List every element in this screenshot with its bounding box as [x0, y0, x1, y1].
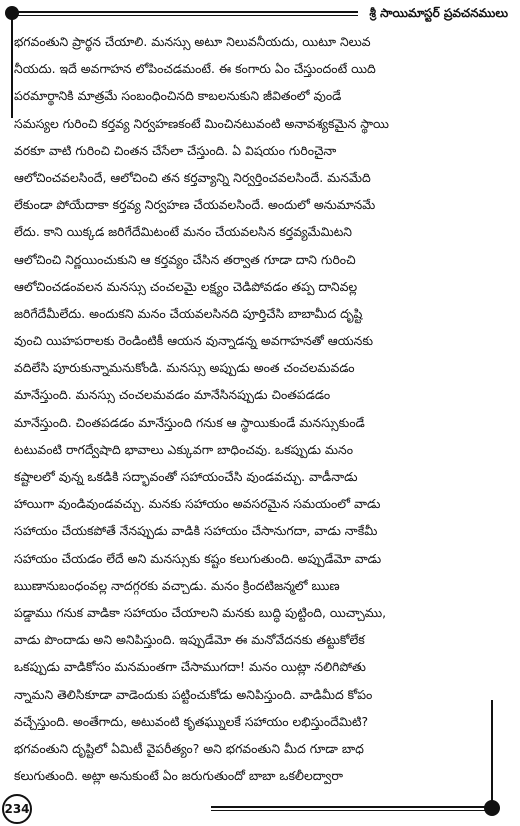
text-line: మానేస్తుంది. చింతపడడం మానేస్తుంది గనుక ఆ స్థాయికుండే మనస్సుకుండే: [14, 414, 365, 430]
footer-rule-thin: [211, 810, 490, 811]
footer-ornament-dot: [484, 800, 500, 816]
text-line: పరమార్థానికి మాత్రమే సంబంధించినది కాబలనుకుని జీవితంలో వుండే: [14, 88, 342, 104]
right-border-rule: [491, 700, 493, 808]
text-line: వదిలేసి పూరుకున్నామనుకోండి. మనస్సు అప్పుడు అంత చంచలమవడం: [14, 360, 355, 376]
text-line: ఋణానుబంధంవల్ల నాదగ్గరకు వచ్చాడు. మనం క్రిందటిజన్మలో ఋణ: [14, 577, 340, 593]
text-line: వరకూ వాటి గురించి చింతన చేసేలా చేస్తుంది. ఏ విషయం గురించైనా: [14, 142, 337, 158]
text-line: సహాయం చేయకపోతే నేనప్పుడు వాడికి సహాయం చేసానుగదా, వాడు నాకేమీ: [14, 523, 378, 539]
text-line: కలుగుతుంది. అట్లా అనుకుంటే ఏం జరుగుతుందో బాబా ఒకలీలద్వారా: [14, 768, 343, 784]
running-header-title: శ్రీ సాయిమాస్టర్ ప్రవచనములు: [369, 6, 508, 20]
text-line: లేకుండా పోయేదాకా కర్తవ్య నిర్వహణ చేయవలసిందే. అందులో అనుమానమే: [14, 197, 376, 213]
text-line: నీయదు. ఇదే అవగాహన లోపించడమంటే. ఈ కంగారు ఏం చేస్తుందంటే యిది: [14, 61, 376, 77]
header-rule-thin: [16, 15, 358, 16]
text-line: వచ్చేస్తుంది. అంతేగాదు, అటువంటి కృతఘ్నులకే సహాయం లభిస్తుందేమిటి?: [14, 713, 369, 729]
body-text: [14, 28, 508, 789]
text-line: సహాయం చేయడం లేదే అని మనస్సుకు కష్టం కలుగుతుంది. అప్పుడేమో వాడు: [14, 550, 382, 566]
text-line: టటువంటి రాగద్వేషాది భావాలు ఎక్కువగా బాధించవు. ఒకప్పుడు మనం: [14, 441, 354, 457]
text-line: ఆలోచించవలసిందే, ఆలోచించి తన కర్తవ్యాన్ని నిర్వర్తించవలసిందే. మనమేది: [14, 169, 371, 185]
text-line: కష్టాలలో వున్న ఒకడికి సద్భావంతో సహాయంచేసి వుండవచ్చు. వాడీనాడు: [14, 469, 358, 484]
text-line: న్నామని తెలిసికూడా వాడెందుకు పట్టించుకోడు అనిపిస్తుంది. వాడిమీద కోపం: [14, 686, 373, 702]
left-border-rule: [11, 18, 13, 118]
text-line: ఆలోచించడంవలన మనస్సు చంచలమై లక్ష్యం చెడిపోవడం తప్ప దానివల్ల: [14, 278, 358, 294]
header-rule: [16, 11, 358, 13]
text-line: లేదు. కాని యిక్కడ జరిగేదేమిటంటే మనం చేయవలసిన కర్తవ్యమేమిటని: [14, 224, 352, 240]
text-line: మానేస్తుంది. మనస్సు చంచలమవడం మానేసినప్పుడు చింతపడడం: [14, 387, 331, 403]
text-line: జరిగేదేమీలేదు. అందుకని మనం చేయవలసినది పూర్తిచేసి బాబామీద దృష్టి: [14, 305, 363, 321]
text-line: సమస్యల గురించి కర్తవ్య నిర్వహణకంటే మించినటువంటి అనావశ్యకమైన స్థాయి: [14, 115, 389, 131]
text-line: పడ్డాము గనుక వాడికా సహాయం చేయాలని మనకు బుద్ధి పుట్టింది, యిచ్చాము,: [14, 604, 387, 620]
text-line: ఒకప్పుడు వాడికోసం మనమంతగా చేసాముగదా! మనం యిట్లా నలిగిపోతు: [14, 659, 366, 675]
text-line: వుంచి యిహపరాలకు రెండింటికీ ఆయన వున్నాడన్న అవగాహనతో ఆయనకు: [14, 333, 374, 349]
page-number: 234: [2, 794, 32, 824]
footer-rule: [211, 806, 490, 808]
text-line: వాడు పొందాడు అని అనిపిస్తుంది. ఇప్పుడేమో ఈ మనోవేదనకు తట్టుకోలేక: [14, 632, 365, 648]
text-line: హాయిగా వుండివుండవచ్చు. మనకు సహాయం అవసరమైన సమయంలో వాడు: [14, 496, 381, 512]
text-line: ఆలోచించి నిర్ణయించుకుని ఆ కర్తవ్యం చేసిన తర్వాత గూడా దాని గురించి: [14, 251, 356, 267]
text-line: భగవంతుని దృష్టిలో ఏమిటీ వైపరీత్యం? అని భగవంతుని మీద గూడా బాధ: [14, 740, 364, 756]
text-line: భగవంతుని ప్రార్థన చేయాలి. మనస్సు అటూ నిలువనీయదు, యిటూ నిలువ: [14, 34, 371, 49]
